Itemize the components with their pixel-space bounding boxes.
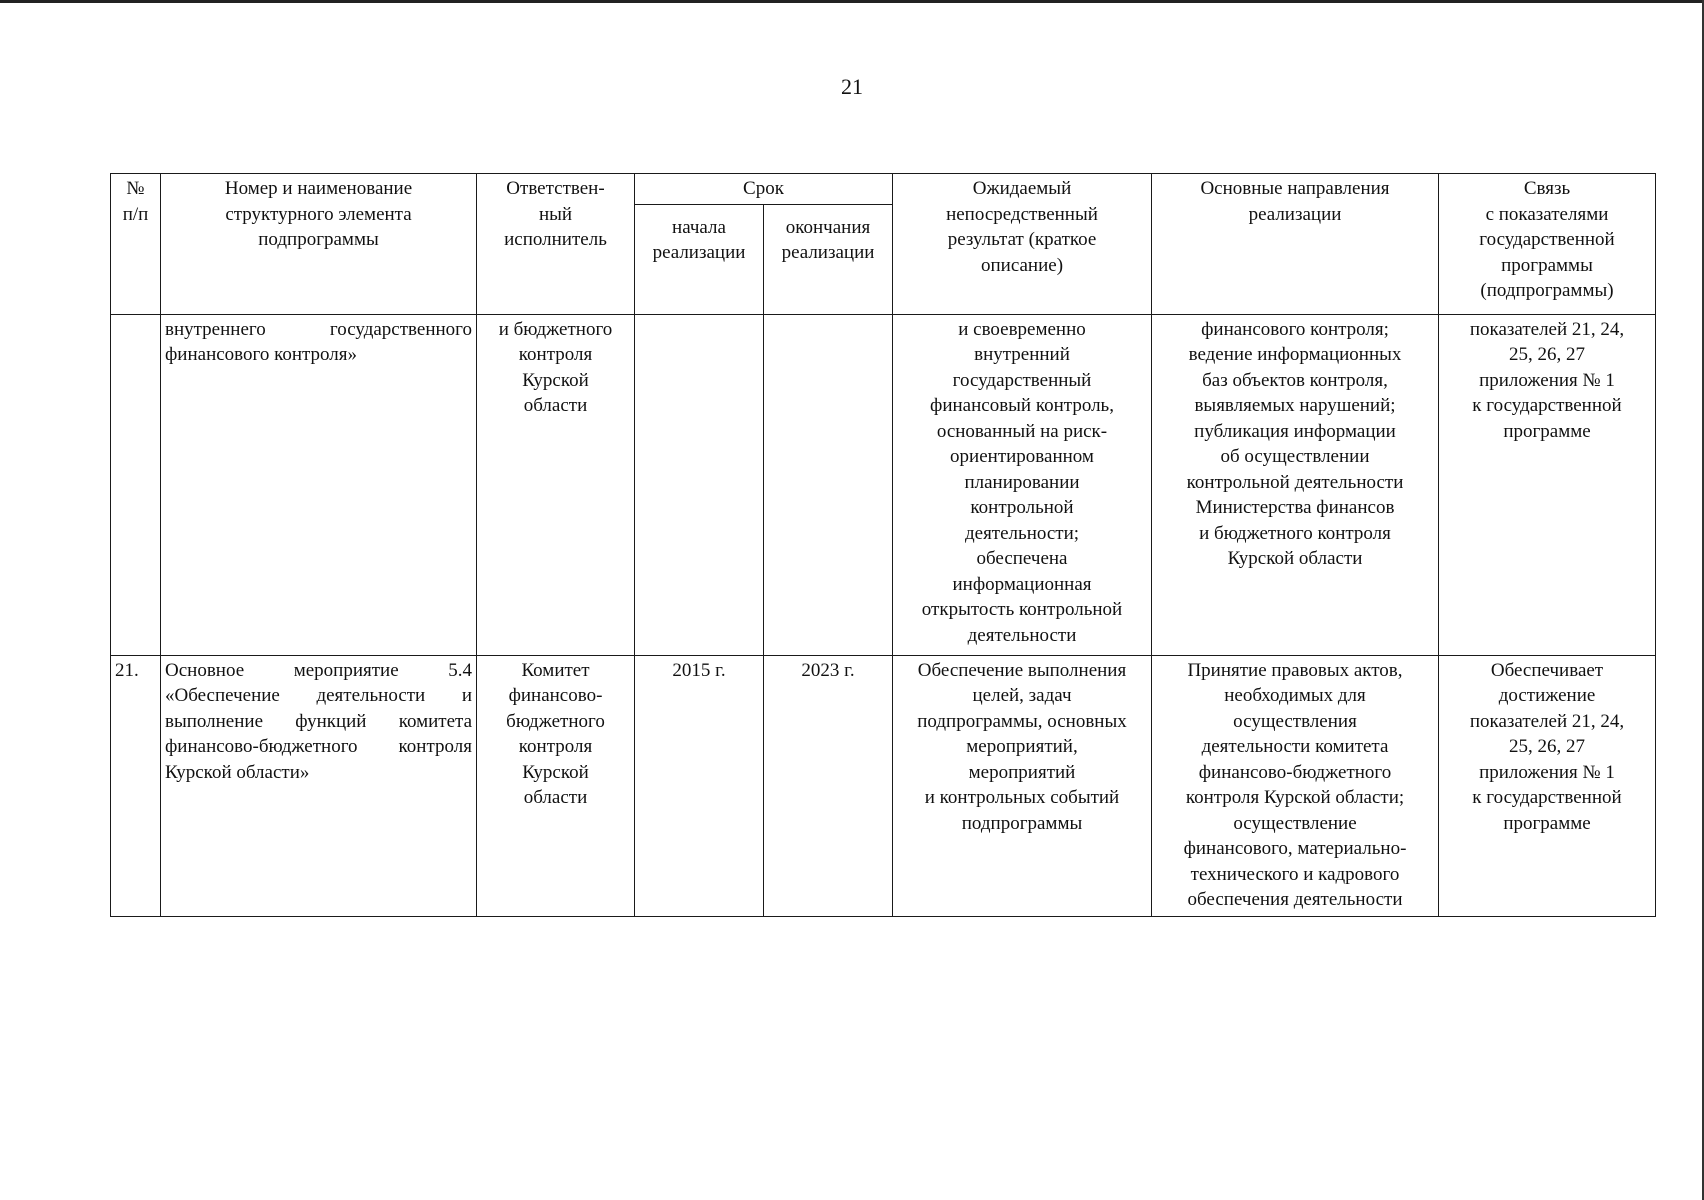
cell-start: 2015 г. — [635, 655, 764, 916]
cell-start — [635, 314, 764, 655]
scan-border-top — [0, 0, 1704, 3]
cell-link: показателей 21, 24, 25, 26, 27 приложения № 1 к государственной программе — [1439, 314, 1656, 655]
cell-end — [764, 314, 893, 655]
header-num: № п/п — [111, 174, 161, 315]
header-result: Ожидаемый непосредственный результат (краткое описание) — [893, 174, 1152, 315]
cell-end: 2023 г. — [764, 655, 893, 916]
header-link: Связь с показателями государственной программы (подпрограммы) — [1439, 174, 1656, 315]
cell-result: и своевременно внутренний государственный финансовый контроль, основанный на риск- ориентированном планировании контрольной деятельности; обеспечена информационная открытость контрольной деятельности — [893, 314, 1152, 655]
cell-name: внутреннего государственного финансового контроля» — [161, 314, 477, 655]
cell-num: 21. — [111, 655, 161, 916]
cell-executor: и бюджетного контроля Курской области — [477, 314, 635, 655]
header-term-start: начала реализации — [635, 204, 764, 314]
header-executor: Ответствен- ный исполнитель — [477, 174, 635, 315]
cell-executor: Комитет финансово- бюджетного контроля Курской области — [477, 655, 635, 916]
table-row — [111, 314, 1656, 655]
table-row — [111, 655, 1656, 916]
header-row — [111, 174, 1656, 205]
page-number: 21 — [841, 74, 863, 99]
cell-directions: финансового контроля; ведение информационных баз объектов контроля, выявляемых нарушений; публикация информации об осуществлении контрольной деятельности Министерства финансов и бюджетного контроля Курской области — [1152, 314, 1439, 655]
header-term-end: окончания реализации — [764, 204, 893, 314]
header-directions: Основные направления реализации — [1152, 174, 1439, 315]
cell-link: Обеспечивает достижение показателей 21, 24, 25, 26, 27 приложения № 1 к государственной программе — [1439, 655, 1656, 916]
cell-num — [111, 314, 161, 655]
cell-result: Обеспечение выполнения целей, задач подпрограммы, основных мероприятий, мероприятий и контрольных событий подпрограммы — [893, 655, 1152, 916]
header-term: Срок — [635, 174, 893, 205]
program-table — [110, 173, 1656, 917]
header-name: Номер и наименование структурного элемента подпрограммы — [161, 174, 477, 315]
cell-directions: Принятие правовых актов, необходимых для осуществления деятельности комитета финансово-бюджетного контроля Курской области; осуществление финансового, материально- технического и кадрового обеспечения деятельности — [1152, 655, 1439, 916]
cell-name: Основное мероприятие 5.4 «Обеспечение деятельности и выполнение функций комитета финансово-бюджетного контроля Курской области» — [161, 655, 477, 916]
